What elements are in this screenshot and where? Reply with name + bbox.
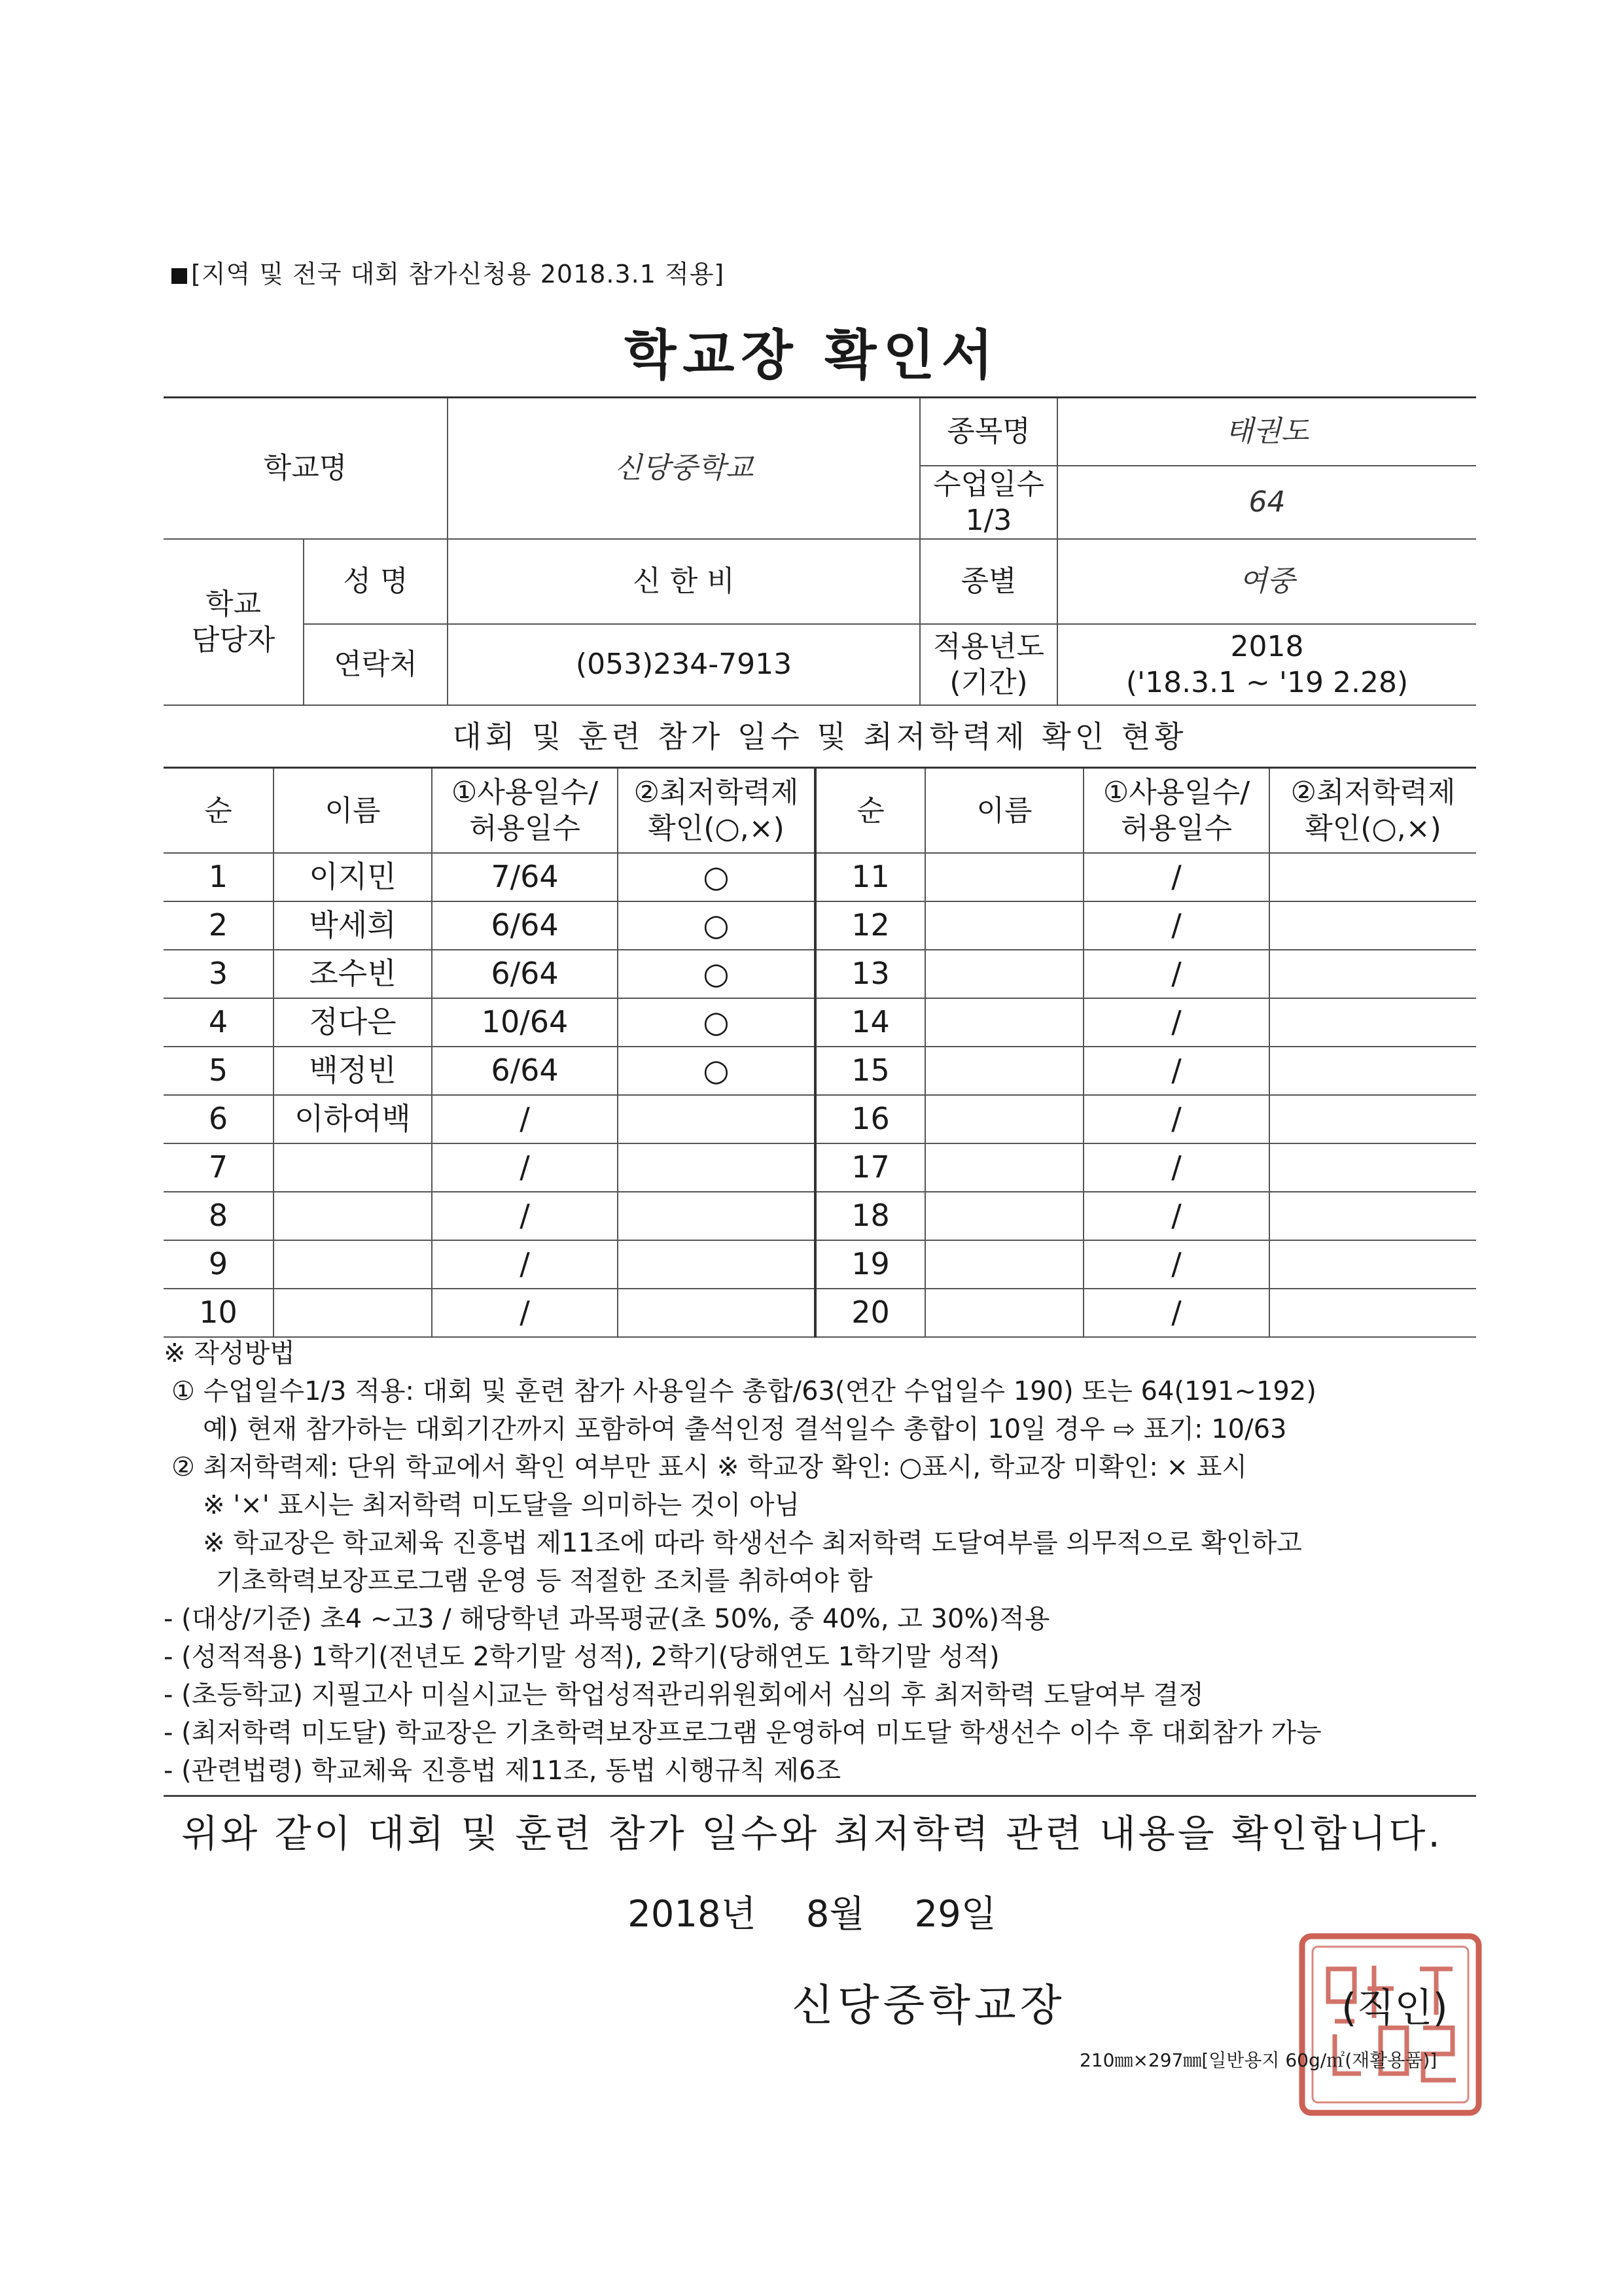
cell-days: 10/64	[432, 998, 618, 1047]
cell-days: 7/64	[432, 853, 618, 901]
cell-check: ○	[618, 998, 815, 1047]
cell-no: 3	[164, 950, 274, 998]
cell-no: 9	[164, 1240, 274, 1289]
cell-name	[925, 1095, 1084, 1143]
cell-check: ○	[618, 950, 815, 998]
cell-check	[1269, 1192, 1476, 1240]
cell-name	[925, 853, 1084, 901]
header-name: 이름	[274, 768, 432, 854]
sport-label: 종목명	[920, 398, 1057, 466]
cell-no: 12	[815, 901, 925, 950]
name-label: 성 명	[304, 539, 448, 624]
cell-name: 백정빈	[274, 1047, 432, 1095]
cell-check	[618, 1240, 815, 1289]
manager-label: 학교 담당자	[164, 539, 304, 705]
cell-days: /	[432, 1143, 618, 1192]
cell-no: 2	[164, 901, 274, 950]
table-row	[164, 998, 1476, 1047]
cell-name: 박세희	[274, 901, 432, 950]
detail-1: - (대상/기준) 초4 ~고3 / 해당학년 과목평균(초 50%, 중 40%, 고 30%)적용	[164, 1604, 1050, 1634]
school-days-label: 수업일수 1/3	[920, 466, 1057, 539]
header-name-right: 이름	[925, 768, 1084, 854]
table-row	[164, 1143, 1476, 1192]
form-tag-text: [지역 및 전국 대회 참가신청용 2018.3.1 적용]	[191, 260, 725, 288]
cell-days: /	[1084, 998, 1269, 1047]
cell-check	[618, 1289, 815, 1337]
school-days-value: 64	[1057, 466, 1476, 539]
square-bullet-icon	[171, 268, 187, 284]
header-check: ②최저학력제 확인(○,×)	[618, 768, 815, 854]
note-2: ② 최저학력제: 단위 학교에서 확인 여부만 표시 ※ 학교장 확인: ○표시, 학교장 미확인: × 표시	[171, 1452, 1248, 1482]
cell-check: ○	[618, 1047, 815, 1095]
cell-days: /	[432, 1095, 618, 1143]
cell-name	[274, 1143, 432, 1192]
cell-days: /	[1084, 1095, 1269, 1143]
name-value: 신 한 비	[448, 539, 920, 624]
form-tag	[171, 254, 724, 290]
cell-check: ○	[618, 901, 815, 950]
cell-days: /	[432, 1192, 618, 1240]
cell-no: 19	[815, 1240, 925, 1289]
table-row	[164, 1095, 1476, 1143]
notes-divider	[164, 1795, 1476, 1797]
cell-check	[1269, 1143, 1476, 1192]
header-days: ①사용일수/ 허용일수	[432, 768, 618, 854]
cell-no: 8	[164, 1192, 274, 1240]
date-day: 29일	[914, 1893, 997, 1936]
cell-no: 15	[815, 1047, 925, 1095]
cell-days: /	[1084, 1143, 1269, 1192]
header-check-right: ②최저학력제 확인(○,×)	[1269, 768, 1476, 854]
cell-name	[925, 1289, 1084, 1337]
notes-heading: ※ 작성방법	[164, 1338, 295, 1368]
header-days-right: ①사용일수/ 허용일수	[1084, 768, 1269, 854]
notes	[164, 1334, 1476, 1790]
status-title: 대회 및 훈련 참가 일수 및 최저학력제 확인 현황	[452, 719, 1188, 754]
status-table	[164, 767, 1476, 1338]
cell-no: 6	[164, 1095, 274, 1143]
table-row	[164, 1047, 1476, 1095]
cell-name: 조수빈	[274, 950, 432, 998]
document-title: 학교장 확인서	[624, 324, 1000, 387]
category-label: 종별	[920, 539, 1057, 624]
cell-name	[925, 998, 1084, 1047]
cell-name	[274, 1192, 432, 1240]
cell-no: 1	[164, 853, 274, 901]
cell-name	[925, 1047, 1084, 1095]
table-row	[164, 1192, 1476, 1240]
date-year: 2018년	[627, 1893, 756, 1936]
cell-days: 6/64	[432, 1047, 618, 1095]
cell-no: 4	[164, 998, 274, 1047]
cell-check	[1269, 1289, 1476, 1337]
cell-name	[925, 901, 1084, 950]
cell-name	[274, 1240, 432, 1289]
date-month: 8월	[805, 1893, 865, 1936]
detail-4: - (최저학력 미도달) 학교장은 기초학력보장프로그램 운영하여 미도달 학생선수 이수 후 대회참가 가능	[164, 1718, 1322, 1748]
year-label: 적용년도 (기간)	[920, 624, 1057, 705]
cell-days: /	[1084, 1192, 1269, 1240]
cell-check	[1269, 1047, 1476, 1095]
cell-days: 6/64	[432, 901, 618, 950]
cell-days: /	[1084, 1289, 1269, 1337]
confirmation-text: 위와 같이 대회 및 훈련 참가 일수와 최저학력 관련 내용을 확인합니다.	[181, 1811, 1443, 1856]
cell-check	[1269, 901, 1476, 950]
cell-no: 10	[164, 1289, 274, 1337]
cell-no: 20	[815, 1289, 925, 1337]
cell-name: 이하여백	[274, 1095, 432, 1143]
principal-name: 신당중학교장	[792, 1980, 1066, 2030]
detail-3: - (초등학교) 지필고사 미실시교는 학업성적관리위원회에서 심의 후 최저학력 도달여부 결정	[164, 1680, 1204, 1710]
table-row	[164, 901, 1476, 950]
cell-no: 16	[815, 1095, 925, 1143]
table-row	[164, 853, 1476, 901]
cell-name	[925, 1192, 1084, 1240]
table-row	[164, 950, 1476, 998]
cell-check	[1269, 1240, 1476, 1289]
cell-days: /	[432, 1289, 618, 1337]
cell-no: 18	[815, 1192, 925, 1240]
cell-no: 13	[815, 950, 925, 998]
category-value: 여중	[1057, 539, 1476, 624]
cell-no: 11	[815, 853, 925, 901]
detail-2: - (성적적용) 1학기(전년도 2학기말 성적), 2학기(당해연도 1학기말 성적)	[164, 1642, 1000, 1672]
cell-check	[1269, 853, 1476, 901]
cell-days: /	[1084, 1240, 1269, 1289]
note-1-example: 예) 현재 참가하는 대회기간까지 포함하여 출석인정 결석일수 총합이 10일 경우 ⇨ 표기: 10/63	[203, 1414, 1287, 1444]
note-4: ※ 학교장은 학교체육 진흥법 제11조에 따라 학생선수 최저학력 도달여부를 의무적으로 확인하고	[203, 1528, 1302, 1558]
cell-check	[618, 1095, 815, 1143]
cell-no: 14	[815, 998, 925, 1047]
cell-days: /	[1084, 950, 1269, 998]
school-value: 신당중학교	[448, 398, 920, 539]
contact-label: 연락처	[304, 624, 448, 705]
header-no: 순	[164, 768, 274, 854]
paper-spec: 210㎜×297㎜[일반용지 60g/㎡(재활용품)]	[1080, 2049, 1438, 2071]
table-row	[164, 1289, 1476, 1337]
sport-value: 태권도	[1057, 398, 1476, 466]
note-4-continued: 기초학력보장프로그램 운영 등 적절한 조치를 취하여야 함	[216, 1566, 873, 1596]
seal-label: (직인)	[1341, 1985, 1448, 2031]
note-3: ※ '×' 표시는 최저학력 미도달을 의미하는 것이 아님	[203, 1490, 800, 1520]
cell-name	[925, 950, 1084, 998]
cell-name	[925, 1240, 1084, 1289]
cell-check	[1269, 1095, 1476, 1143]
cell-check	[618, 1143, 815, 1192]
cell-no: 17	[815, 1143, 925, 1192]
cell-check	[618, 1192, 815, 1240]
year-value: 2018 ('18.3.1 ~ '19 2.28)	[1057, 624, 1476, 705]
cell-name: 정다은	[274, 998, 432, 1047]
cell-check: ○	[618, 853, 815, 901]
detail-5: - (관련법령) 학교체육 진흥법 제11조, 동법 시행규칙 제6조	[164, 1756, 841, 1786]
school-label: 학교명	[164, 398, 448, 539]
cell-no: 5	[164, 1047, 274, 1095]
note-1: ① 수업일수1/3 적용: 대회 및 훈련 참가 사용일수 총합/63(연간 수업일수 190) 또는 64(191~192)	[171, 1376, 1316, 1406]
contact-value: (053)234-7913	[448, 624, 920, 705]
cell-days: /	[1084, 901, 1269, 950]
cell-days: /	[1084, 853, 1269, 901]
cell-check	[1269, 950, 1476, 998]
cell-no: 7	[164, 1143, 274, 1192]
cell-name	[274, 1289, 432, 1337]
cell-days: /	[1084, 1047, 1269, 1095]
cell-days: /	[432, 1240, 618, 1289]
cell-days: 6/64	[432, 950, 618, 998]
info-table	[164, 396, 1476, 706]
table-row	[164, 1240, 1476, 1289]
cell-check	[1269, 998, 1476, 1047]
header-no-right: 순	[815, 768, 925, 854]
cell-name	[925, 1143, 1084, 1192]
cell-name: 이지민	[274, 853, 432, 901]
